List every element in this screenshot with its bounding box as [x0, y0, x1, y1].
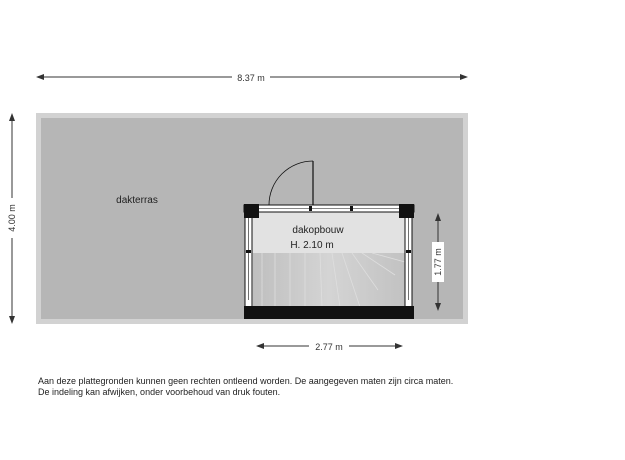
dakopbouw-structure	[244, 204, 414, 319]
dimension-total-depth	[6, 113, 18, 324]
dimension-total-width	[36, 71, 468, 83]
room-height-dakopbouw: H. 2.10 m	[290, 240, 334, 251]
disclaimer-line-2: De indeling kan afwijken, onder voorbehoud van druk fouten.	[38, 387, 281, 397]
room-label-dakterras: dakterras	[116, 195, 158, 206]
dimension-dakopbouw-width	[256, 340, 403, 352]
dimension-dakopbouw-depth-label: 1.77 m	[433, 248, 443, 276]
room-label-dakopbouw: dakopbouw	[292, 225, 344, 236]
dimension-total-width-label: 8.37 m	[237, 73, 265, 83]
disclaimer-line-1: Aan deze plattegronden kunnen geen rechten ontleend worden. De aangegeven maten zijn circa maten.	[38, 376, 454, 386]
dimension-total-depth-label: 4.00 m	[7, 204, 17, 232]
dimension-dakopbouw-width-label: 2.77 m	[315, 342, 343, 352]
staircase	[253, 253, 405, 307]
disclaimer	[38, 376, 598, 398]
